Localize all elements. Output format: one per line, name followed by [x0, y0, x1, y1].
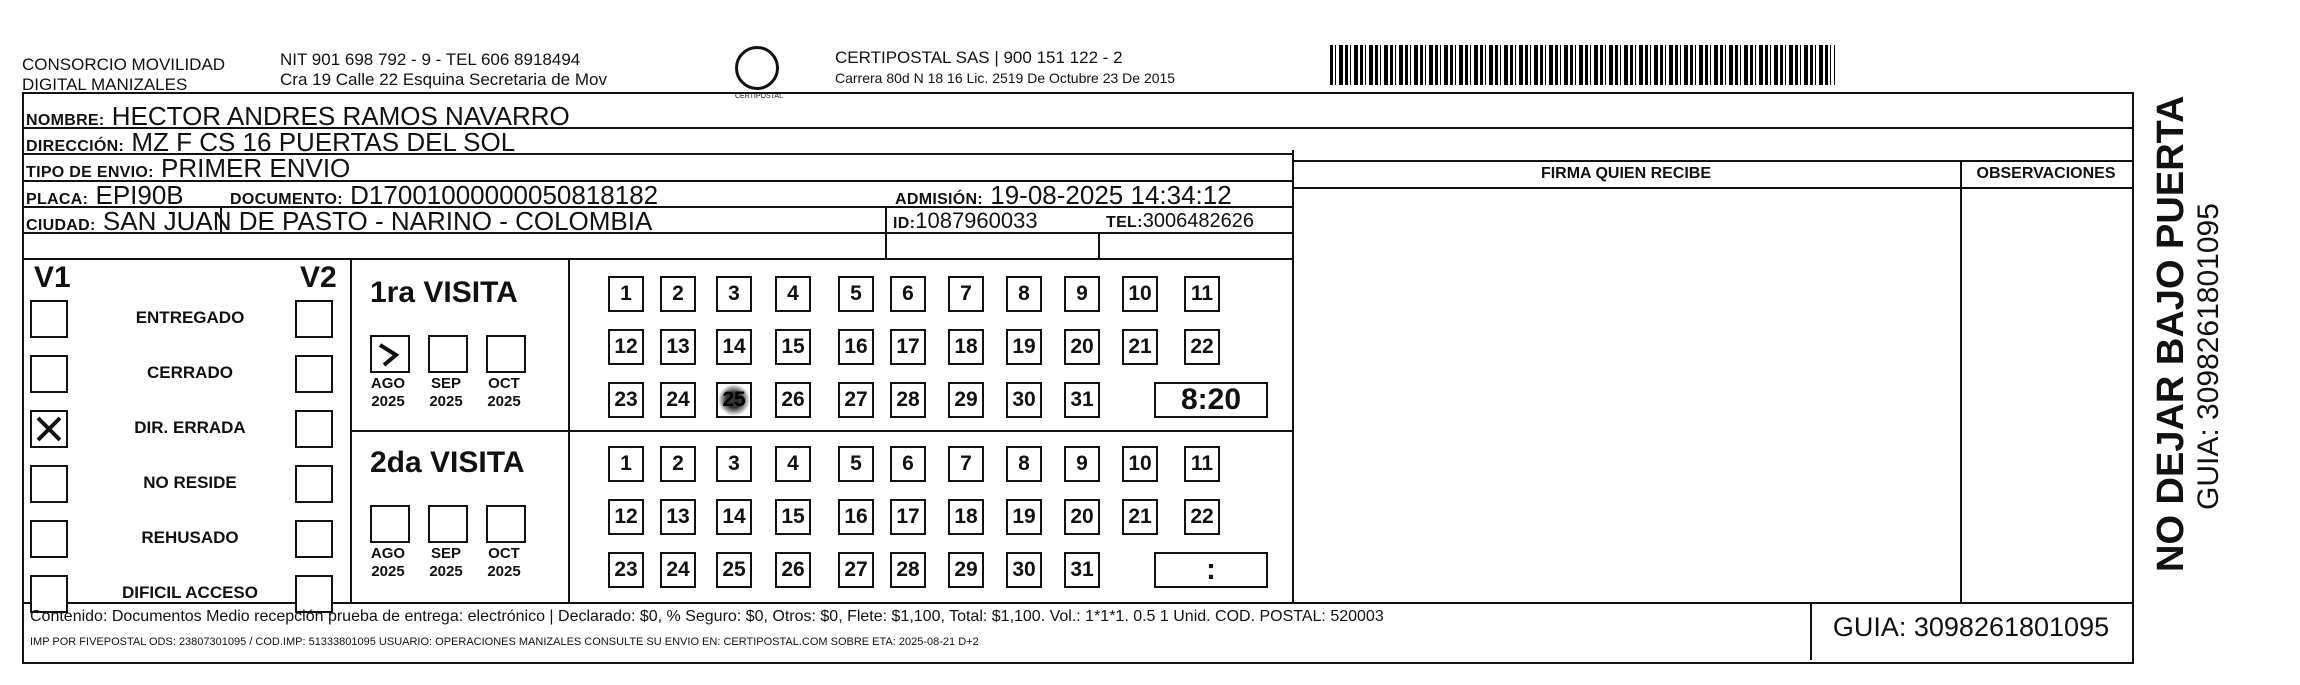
- second-visit-month-ago[interactable]: [370, 505, 410, 543]
- v1-header: V1: [34, 261, 71, 294]
- first-visit-day-18[interactable]: 18: [948, 329, 984, 365]
- month-label: OCT 2025: [487, 375, 521, 410]
- imp-text: IMP POR FIVEPOSTAL ODS: 23807301095 / COD.IMP: 51333801095 USUARIO: OPERACIONES MANIZALES CONSULTE SU ENVIO EN: CERTIPOSTAL.COM SOBRE ETA: 2025-08-21 D+2: [30, 636, 979, 648]
- certi-line1: CERTIPOSTAL SAS | 900 151 122 - 2: [835, 48, 1123, 67]
- v1-checkbox-entregado[interactable]: [30, 300, 68, 338]
- direccion-row: DIRECCIÓN: MZ F CS 16 PUERTAS DEL SOL: [26, 127, 516, 157]
- status-label: DIFICIL ACCESO: [121, 583, 258, 602]
- first-visit-day-1[interactable]: 1: [608, 276, 644, 312]
- certipostal-info: [835, 48, 1175, 88]
- second-visit-day-17[interactable]: 17: [890, 499, 926, 535]
- first-visit-day-4[interactable]: 4: [775, 276, 811, 312]
- second-visit-month-sep[interactable]: [428, 505, 468, 543]
- second-visit-day-9[interactable]: 9: [1064, 446, 1100, 482]
- v2-checkbox-rehusado[interactable]: [295, 520, 333, 558]
- tel-row: TEL:3006482626: [1106, 210, 1254, 232]
- first-visit-day-19[interactable]: 19: [1006, 329, 1042, 365]
- first-visit-time[interactable]: 8:20: [1154, 382, 1268, 418]
- ciudad-value: SAN JUAN DE PASTO - NARINO - COLOMBIA: [102, 206, 653, 236]
- company-line2: DIGITAL MANIZALES: [22, 75, 188, 94]
- second-visit-day-18[interactable]: 18: [948, 499, 984, 535]
- placa-row: PLACA: EPI90B: [26, 180, 184, 210]
- first-visit-day-10[interactable]: 10: [1122, 276, 1158, 312]
- footer-guia: GUIA: 3098261801095: [1832, 612, 2110, 642]
- second-visit-day-10[interactable]: 10: [1122, 446, 1158, 482]
- v1-checkbox-no-reside[interactable]: [30, 465, 68, 503]
- second-visit-day-27[interactable]: 27: [838, 552, 874, 588]
- second-visit-day-12[interactable]: 12: [608, 499, 644, 535]
- direccion-value: MZ F CS 16 PUERTAS DEL SOL: [131, 127, 516, 157]
- status-label: ENTREGADO: [135, 308, 245, 327]
- company-line1: CONSORCIO MOVILIDAD: [22, 55, 226, 74]
- first-visit-day-30[interactable]: 30: [1006, 382, 1042, 418]
- placa-value: EPI90B: [95, 180, 184, 210]
- second-visit-day-26[interactable]: 26: [775, 552, 811, 588]
- second-visit-day-22[interactable]: 22: [1184, 499, 1220, 535]
- first-visit-day-25[interactable]: 25: [716, 382, 752, 418]
- second-visit-day-25[interactable]: 25: [716, 552, 752, 588]
- first-visit-day-17[interactable]: 17: [890, 329, 926, 365]
- second-visit-day-20[interactable]: 20: [1064, 499, 1100, 535]
- certi-line2: Carrera 80d N 18 16 Lic. 2519 De Octubre 23 De 2015: [835, 70, 1176, 86]
- first-visit-day-6[interactable]: 6: [890, 276, 926, 312]
- month-label: AGO 2025: [370, 545, 406, 580]
- second-visit-day-2[interactable]: 2: [660, 446, 696, 482]
- v1-checkbox-dir-errada[interactable]: [30, 410, 68, 448]
- ciudad-row: CIUDAD: SAN JUAN DE PASTO - NARINO - COLOMBIA: [26, 206, 653, 236]
- v2-header: V2: [300, 261, 337, 294]
- first-visit-day-12[interactable]: 12: [608, 329, 644, 365]
- second-visit-day-15[interactable]: 15: [775, 499, 811, 535]
- second-visit-day-4[interactable]: 4: [775, 446, 811, 482]
- company-nit: [280, 50, 607, 90]
- status-label: NO RESIDE: [143, 473, 237, 492]
- first-visit-month-sep[interactable]: [428, 335, 468, 373]
- v1-checkbox-rehusado[interactable]: [30, 520, 68, 558]
- second-visit-title: 2da VISITA: [370, 446, 525, 479]
- documento-value: D17001000000050818182: [350, 180, 659, 210]
- first-visit-day-16[interactable]: 16: [838, 329, 874, 365]
- second-visit-day-14[interactable]: 14: [716, 499, 752, 535]
- company-name: [22, 55, 225, 95]
- second-visit-day-8[interactable]: 8: [1006, 446, 1042, 482]
- tipo-row: TIPO DE ENVIO: PRIMER ENVIO: [26, 153, 351, 183]
- first-visit-day-8[interactable]: 8: [1006, 276, 1042, 312]
- month-label: AGO 2025: [370, 375, 406, 410]
- second-visit-day-6[interactable]: 6: [890, 446, 926, 482]
- second-visit-day-11[interactable]: 11: [1184, 446, 1220, 482]
- first-visit-day-3[interactable]: 3: [716, 276, 752, 312]
- second-visit-day-23[interactable]: 23: [608, 552, 644, 588]
- first-visit-day-31[interactable]: 31: [1064, 382, 1100, 418]
- signature-area[interactable]: [1292, 190, 1960, 600]
- documento-row: DOCUMENTO: D17001000000050818182: [230, 180, 659, 210]
- first-visit-day-28[interactable]: 28: [890, 382, 926, 418]
- second-visit-month-oct[interactable]: [486, 505, 526, 543]
- logo-caption: CERTIPOSTAL: [735, 93, 783, 100]
- first-visit-day-23[interactable]: 23: [608, 382, 644, 418]
- nit-line2: Cra 19 Calle 22 Esquina Secretaria de Mov: [280, 70, 607, 89]
- first-visit-day-22[interactable]: 22: [1184, 329, 1220, 365]
- tel-value: 3006482626: [1142, 210, 1254, 232]
- certipostal-logo-icon: [735, 46, 779, 90]
- second-visit-day-29[interactable]: 29: [948, 552, 984, 588]
- month-label: SEP 2025: [429, 545, 463, 580]
- v2-checkbox-dir-errada[interactable]: [295, 410, 333, 448]
- second-visit-time[interactable]: :: [1154, 552, 1268, 588]
- month-label: SEP 2025: [429, 375, 463, 410]
- v2-checkbox-entregado[interactable]: [295, 300, 333, 338]
- first-visit-day-29[interactable]: 29: [948, 382, 984, 418]
- status-label: CERRADO: [147, 363, 233, 382]
- first-visit-day-27[interactable]: 27: [838, 382, 874, 418]
- first-visit-day-24[interactable]: 24: [660, 382, 696, 418]
- second-visit-day-13[interactable]: 13: [660, 499, 696, 535]
- first-visit-day-20[interactable]: 20: [1064, 329, 1100, 365]
- second-visit-day-5[interactable]: 5: [838, 446, 874, 482]
- nombre-value: HECTOR ANDRES RAMOS NAVARRO: [111, 101, 570, 131]
- first-visit-month-ago[interactable]: [370, 335, 410, 373]
- tipo-value: PRIMER ENVIO: [161, 153, 351, 183]
- second-visit-day-31[interactable]: 31: [1064, 552, 1100, 588]
- status-label: REHUSADO: [141, 528, 239, 547]
- nombre-row: NOMBRE: HECTOR ANDRES RAMOS NAVARRO: [26, 101, 570, 131]
- first-visit-day-5[interactable]: 5: [838, 276, 874, 312]
- firma-header: FIRMA QUIEN RECIBE: [1540, 165, 1712, 182]
- v1-checkbox-cerrado[interactable]: [30, 355, 68, 393]
- second-visit-day-7[interactable]: 7: [948, 446, 984, 482]
- admision-value: 19-08-2025 14:34:12: [990, 180, 1232, 210]
- side-guia: GUIA: 3098261801095: [2192, 203, 2225, 510]
- id-value: 1087960033: [915, 208, 1038, 233]
- v2-checkbox-no-reside[interactable]: [295, 465, 333, 503]
- first-visit-day-11[interactable]: 11: [1184, 276, 1220, 312]
- second-visit-day-3[interactable]: 3: [716, 446, 752, 482]
- first-visit-day-9[interactable]: 9: [1064, 276, 1100, 312]
- first-visit-day-13[interactable]: 13: [660, 329, 696, 365]
- status-label: DIR. ERRADA: [134, 418, 246, 437]
- v2-checkbox-cerrado[interactable]: [295, 355, 333, 393]
- month-label: OCT 2025: [487, 545, 521, 580]
- first-visit-title: 1ra VISITA: [370, 276, 518, 309]
- second-visit-day-24[interactable]: 24: [660, 552, 696, 588]
- no-dejar-warning: NO DEJAR BAJO PUERTA: [2150, 95, 2192, 572]
- nit-line1: NIT 901 698 792 - 9 - TEL 606 8918494: [280, 50, 581, 69]
- first-visit-day-26[interactable]: 26: [775, 382, 811, 418]
- second-visit-day-19[interactable]: 19: [1006, 499, 1042, 535]
- barcode: [1330, 45, 1835, 85]
- first-visit-month-oct[interactable]: [486, 335, 526, 373]
- id-row: ID:1087960033: [893, 208, 1038, 233]
- second-visit-day-30[interactable]: 30: [1006, 552, 1042, 588]
- first-visit-day-2[interactable]: 2: [660, 276, 696, 312]
- observations-area[interactable]: [1962, 190, 2130, 600]
- contenido-text: Contenido: Documentos Medio recepción prueba de entrega: electrónico | Declarado: $0, % Seguro: $0, Otros: $0, Flete: $1,100, Total: $1,100. Vol.: 1*1*1. 0.5 1 Unid. COD. POSTAL: 520003: [30, 608, 1384, 625]
- second-visit-day-28[interactable]: 28: [890, 552, 926, 588]
- second-visit-day-21[interactable]: 21: [1122, 499, 1158, 535]
- admision-row: ADMISIÓN: 19-08-2025 14:34:12: [895, 180, 1232, 210]
- second-visit-day-16[interactable]: 16: [838, 499, 874, 535]
- first-visit-day-14[interactable]: 14: [716, 329, 752, 365]
- first-visit-day-15[interactable]: 15: [775, 329, 811, 365]
- first-visit-day-21[interactable]: 21: [1122, 329, 1158, 365]
- observaciones-header: OBSERVACIONES: [1976, 165, 2116, 182]
- second-visit-day-1[interactable]: 1: [608, 446, 644, 482]
- first-visit-day-7[interactable]: 7: [948, 276, 984, 312]
